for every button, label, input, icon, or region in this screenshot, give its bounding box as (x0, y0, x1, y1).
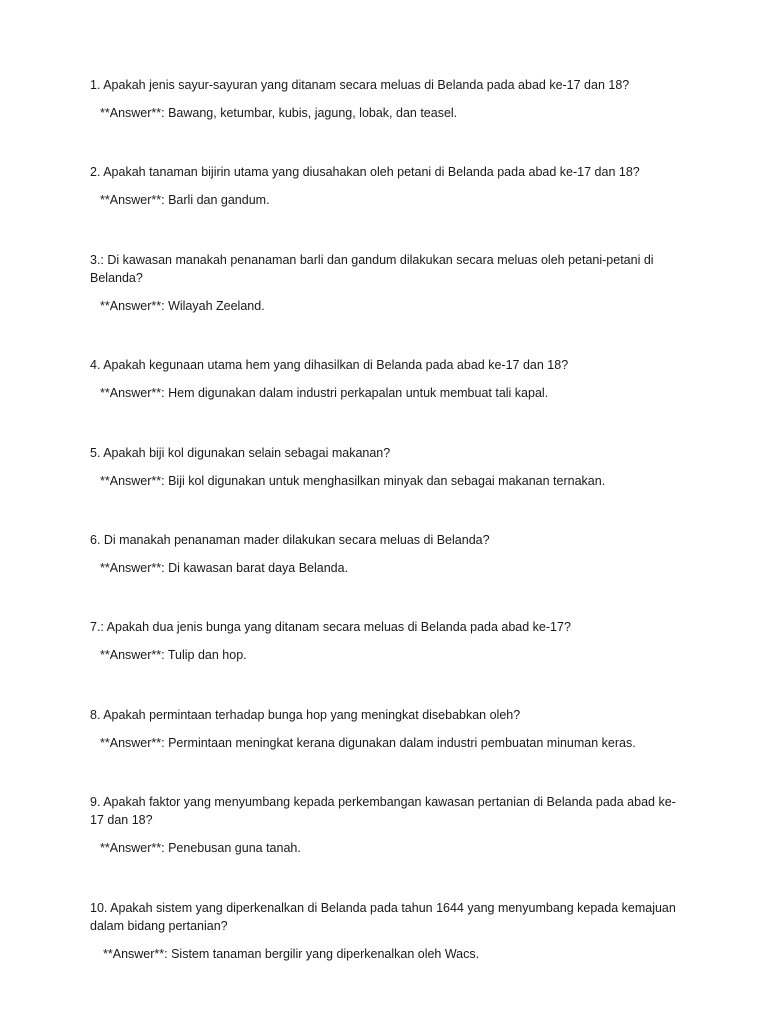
qa-item-3 (90, 251, 680, 315)
qa-item-5 (90, 444, 680, 490)
qa-item-7 (90, 618, 680, 664)
qa-item-8 (90, 706, 680, 752)
question-text: 9. Apakah faktor yang menyumbang kepada perkembangan kawasan pertanian di Belanda pada abad ke-17 dan 18? (90, 795, 676, 827)
question-text: 1. Apakah jenis sayur-sayuran yang ditanam secara meluas di Belanda pada abad ke-17 dan 18? (90, 78, 630, 92)
answer-text: **Answer**: Biji kol digunakan untuk menghasilkan minyak dan sebagai makanan ternakan. (100, 474, 606, 488)
qa-item-4 (90, 356, 680, 402)
answer-text: **Answer**: Permintaan meningkat kerana digunakan dalam industri pembuatan minuman keras. (100, 736, 636, 750)
question-text: 2. Apakah tanaman bijirin utama yang diusahakan oleh petani di Belanda pada abad ke-17 dan 18? (90, 165, 640, 179)
answer-text: **Answer**: Bawang, ketumbar, kubis, jagung, lobak, dan teasel. (100, 106, 458, 120)
answer-text: **Answer**: Tulip dan hop. (100, 648, 247, 662)
answer-text: **Answer**: Wilayah Zeeland. (100, 299, 265, 313)
question-text: 6. Di manakah penanaman mader dilakukan secara meluas di Belanda? (90, 533, 490, 547)
qa-item-6 (90, 531, 680, 577)
question-text: 3.: Di kawasan manakah penanaman barli dan gandum dilakukan secara meluas oleh petani-petani di Belanda? (90, 253, 654, 285)
qa-item-2 (90, 163, 680, 209)
question-text: 4. Apakah kegunaan utama hem yang dihasilkan di Belanda pada abad ke-17 dan 18? (90, 358, 569, 372)
answer-text: **Answer**: Sistem tanaman bergilir yang diperkenalkan oleh Wacs. (103, 947, 480, 961)
qa-item-1 (90, 76, 680, 122)
question-text: 5. Apakah biji kol digunakan selain sebagai makanan? (90, 446, 391, 460)
answer-text: **Answer**: Di kawasan barat daya Belanda. (100, 561, 349, 575)
answer-text: **Answer**: Hem digunakan dalam industri perkapalan untuk membuat tali kapal. (100, 386, 549, 400)
question-text: 8. Apakah permintaan terhadap bunga hop yang meningkat disebabkan oleh? (90, 708, 521, 722)
qa-item-9 (90, 793, 680, 857)
answer-text: **Answer**: Barli dan gandum. (100, 193, 270, 207)
question-text: 7.: Apakah dua jenis bunga yang ditanam secara meluas di Belanda pada abad ke-17? (90, 620, 571, 634)
qa-item-10 (90, 899, 680, 963)
answer-text: **Answer**: Penebusan guna tanah. (100, 841, 301, 855)
question-text: 10. Apakah sistem yang diperkenalkan di Belanda pada tahun 1644 yang menyumbang kepada kemajuan dalam bidang pertanian? (90, 901, 676, 933)
